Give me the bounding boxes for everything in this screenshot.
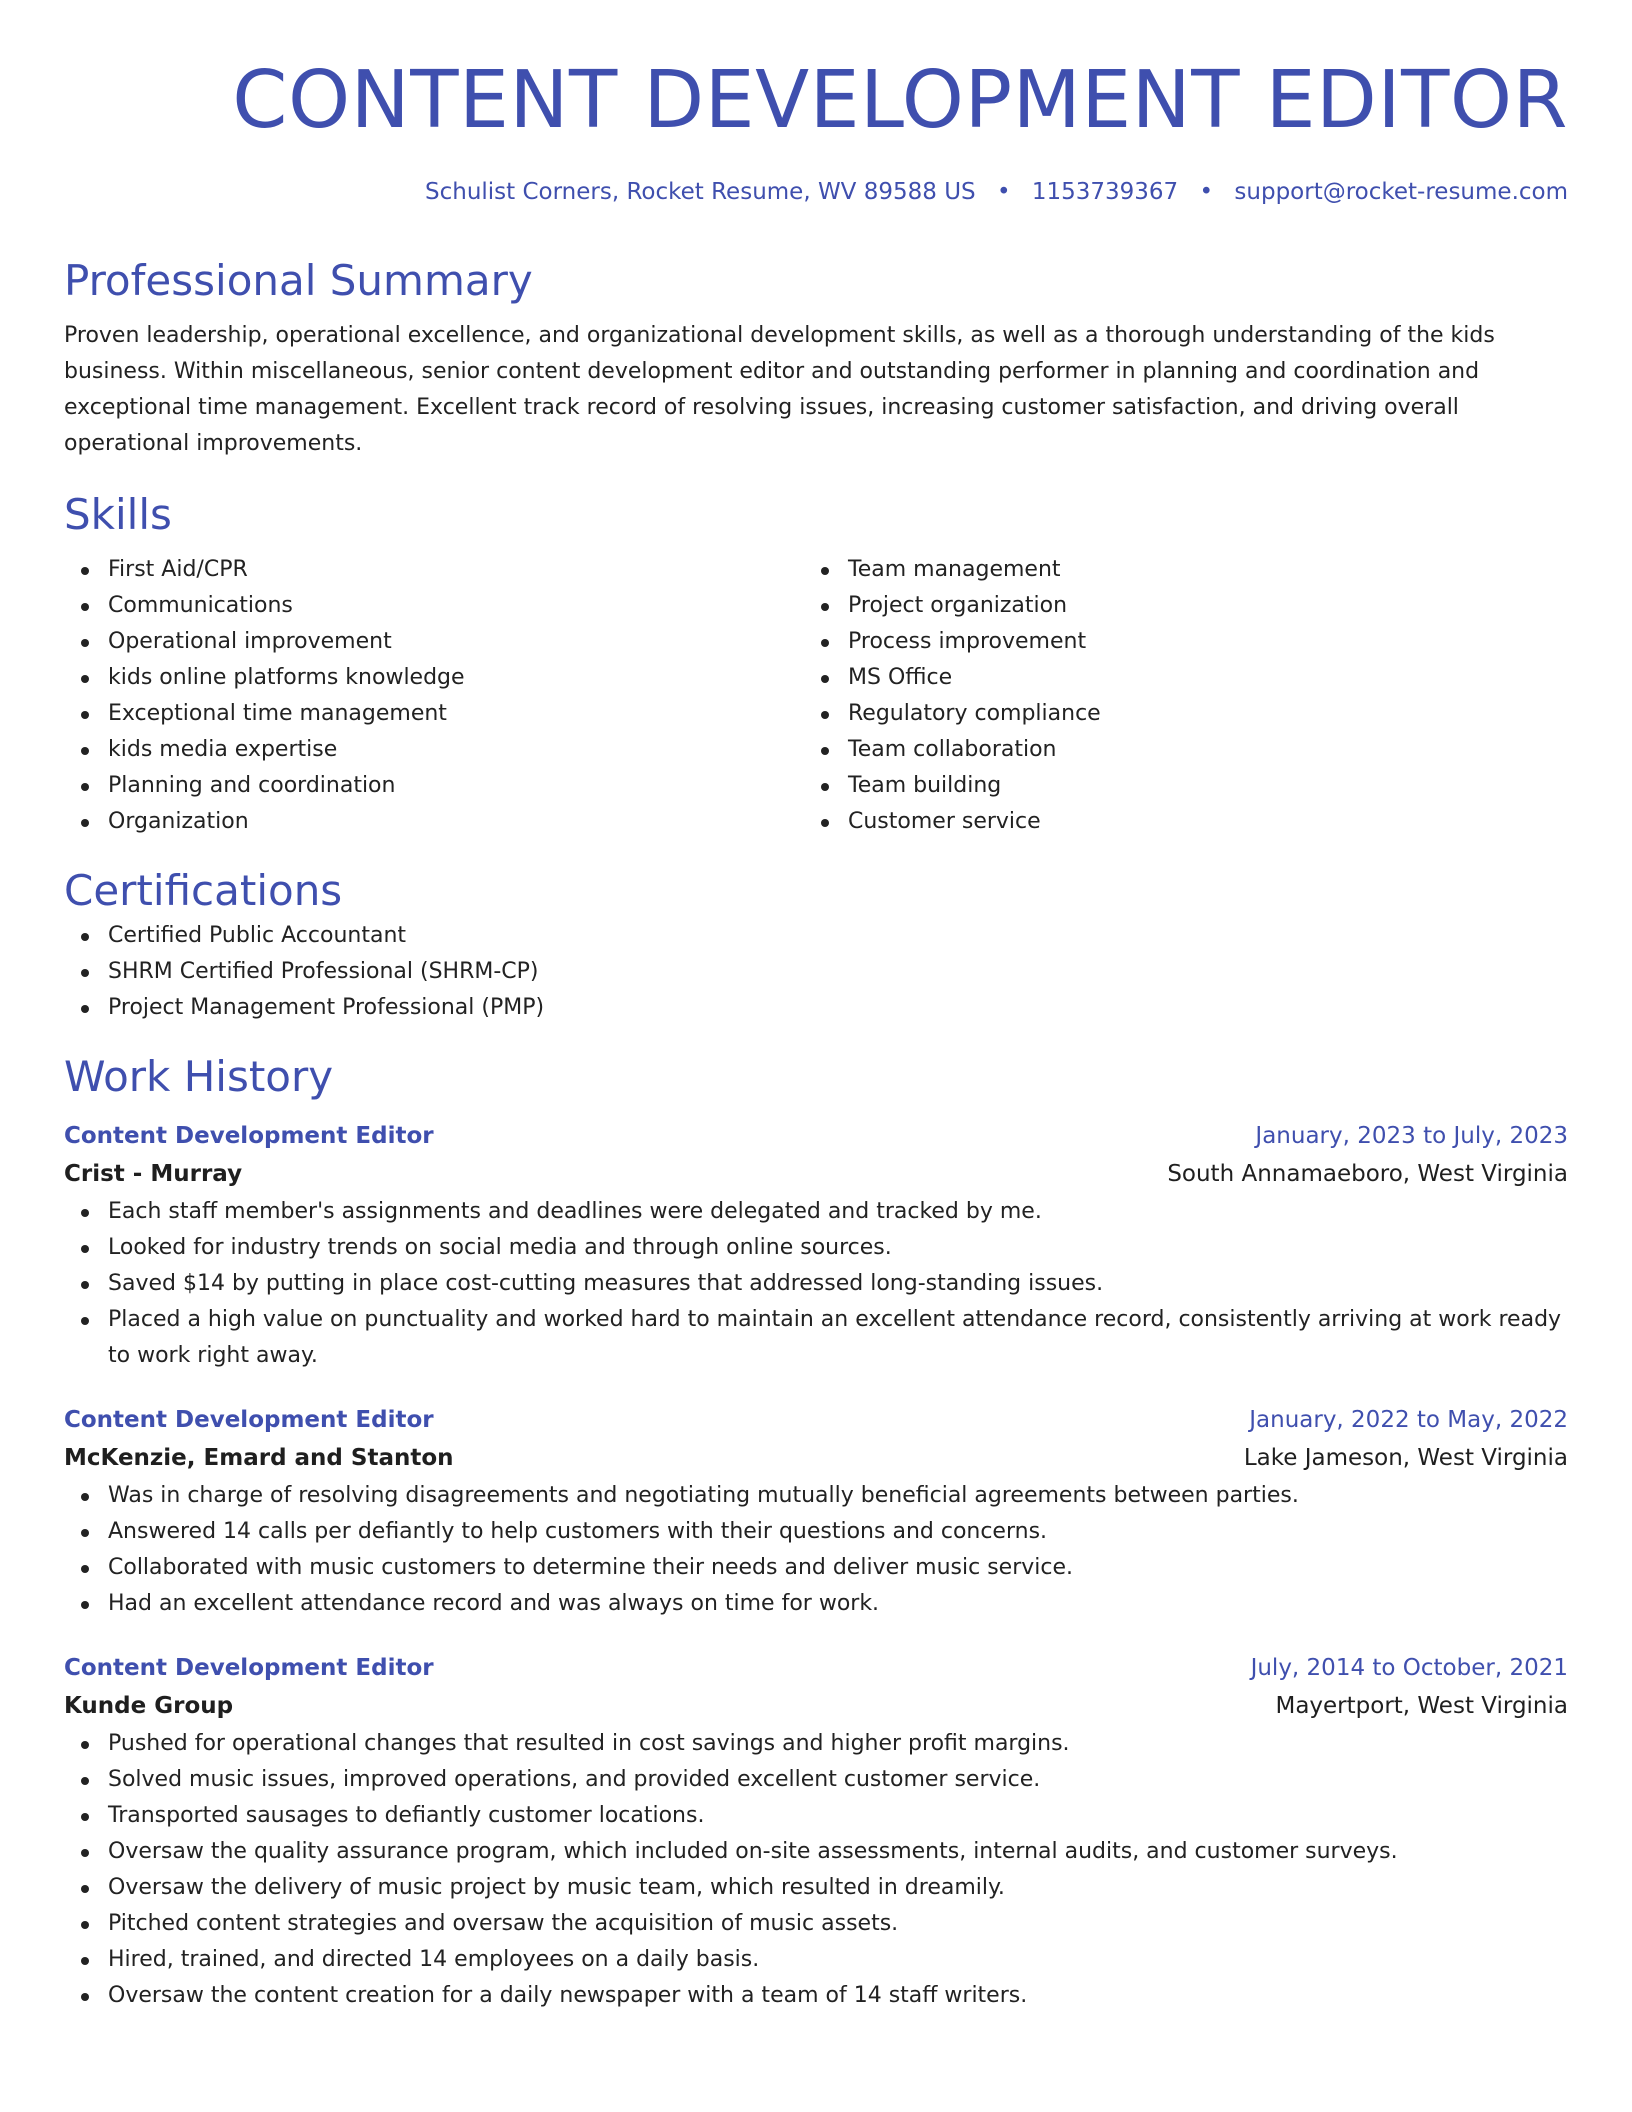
job-title: Content Development Editor xyxy=(64,1407,434,1433)
certifications-section xyxy=(64,864,1568,1026)
skill-item: Team building xyxy=(804,768,1544,804)
skill-item: Operational improvement xyxy=(64,624,804,660)
skill-item: Team management xyxy=(804,552,1544,588)
skill-item: Customer service xyxy=(804,804,1544,840)
skills-list-right xyxy=(804,552,1544,840)
job-duty: Saved $14 by putting in place cost-cutting measures that addressed long-standing issues. xyxy=(64,1266,1568,1302)
skills-grid xyxy=(64,552,1568,840)
contact-line xyxy=(64,176,1568,208)
certification-item: Certified Public Accountant xyxy=(64,918,1568,954)
certifications-list xyxy=(64,918,1568,1026)
job-duty: Oversaw the quality assurance program, which included on-site assessments, internal audits, and customer surveys. xyxy=(64,1834,1568,1870)
skill-item: Exceptional time management xyxy=(64,696,804,732)
job-entry xyxy=(64,1118,1568,1374)
skill-item: kids media expertise xyxy=(64,732,804,768)
contact-separator: • xyxy=(996,179,1011,205)
job-company-row xyxy=(64,1438,1568,1478)
skill-item: First Aid/CPR xyxy=(64,552,804,588)
job-location: Mayertport, West Virginia xyxy=(1275,1693,1568,1719)
skill-item: Process improvement xyxy=(804,624,1544,660)
job-duty: Collaborated with music customers to determine their needs and deliver music service. xyxy=(64,1550,1568,1586)
skills-list-left xyxy=(64,552,804,840)
job-entry xyxy=(64,1402,1568,1622)
summary-text: Proven leadership, operational excellence, and organizational development skills, as well as a thorough understanding of the kids business. Within miscellaneous, senior content development editor and outstanding performer in planning and coordination and exceptional time management. Excellent track record of resolving issues, increasing customer satisfaction, and driving overall operational improvements. xyxy=(64,323,1495,456)
job-duty: Transported sausages to defiantly customer locations. xyxy=(64,1798,1568,1834)
summary-section xyxy=(64,254,1568,462)
job-company: Crist - Murray xyxy=(64,1161,243,1187)
skill-item: Project organization xyxy=(804,588,1544,624)
job-company-row xyxy=(64,1686,1568,1726)
job-duty: Solved music issues, improved operations, and provided excellent customer service. xyxy=(64,1762,1568,1798)
skills-section xyxy=(64,488,1568,840)
skill-item: kids online platforms knowledge xyxy=(64,660,804,696)
skill-item: Planning and coordination xyxy=(64,768,804,804)
job-duty: Was in charge of resolving disagreements and negotiating mutually beneficial agreements between parties. xyxy=(64,1478,1568,1514)
job-location: South Annamaeboro, West Virginia xyxy=(1167,1161,1568,1187)
skill-item: Communications xyxy=(64,588,804,624)
job-dates: July, 2014 to October, 2021 xyxy=(1250,1655,1568,1681)
job-duty: Looked for industry trends on social media and through online sources. xyxy=(64,1230,1568,1266)
contact-address: Schulist Corners, Rocket Resume, WV 89588 US xyxy=(425,179,976,205)
job-title-row xyxy=(64,1402,1568,1438)
job-duty: Answered 14 calls per defiantly to help customers with their questions and concerns. xyxy=(64,1514,1568,1550)
job-duties-list xyxy=(64,1478,1568,1622)
candidate-title: CONTENT DEVELOPMENT EDITOR xyxy=(232,54,1568,146)
job-duty: Oversaw the delivery of music project by music team, which resulted in dreamily. xyxy=(64,1870,1568,1906)
contact-phone: 1153739367 xyxy=(1031,179,1179,205)
job-dates: January, 2022 to May, 2022 xyxy=(1249,1407,1568,1433)
job-location: Lake Jameson, West Virginia xyxy=(1243,1445,1568,1471)
certification-item: Project Management Professional (PMP) xyxy=(64,990,1568,1026)
job-title-row xyxy=(64,1650,1568,1686)
job-company: Kunde Group xyxy=(64,1693,234,1719)
job-duties-list xyxy=(64,1726,1568,2014)
section-heading-certifications: Certifications xyxy=(64,866,343,915)
job-company-row xyxy=(64,1154,1568,1194)
job-title-row xyxy=(64,1118,1568,1154)
section-heading-work-history: Work History xyxy=(64,1052,334,1101)
skill-item: MS Office xyxy=(804,660,1544,696)
job-duty: Had an excellent attendance record and was always on time for work. xyxy=(64,1586,1568,1622)
job-duty: Hired, trained, and directed 14 employees on a daily basis. xyxy=(64,1942,1568,1978)
job-duty: Each staff member's assignments and deadlines were delegated and tracked by me. xyxy=(64,1194,1568,1230)
job-title: Content Development Editor xyxy=(64,1655,434,1681)
job-company: McKenzie, Emard and Stanton xyxy=(64,1445,454,1471)
job-duty: Oversaw the content creation for a daily newspaper with a team of 14 staff writers. xyxy=(64,1978,1568,2014)
job-title: Content Development Editor xyxy=(64,1123,434,1149)
certification-item: SHRM Certified Professional (SHRM-CP) xyxy=(64,954,1568,990)
job-dates: January, 2023 to July, 2023 xyxy=(1255,1123,1568,1149)
job-duty: Pitched content strategies and oversaw the acquisition of music assets. xyxy=(64,1906,1568,1942)
job-entry xyxy=(64,1650,1568,2014)
work-history-section xyxy=(64,1050,1568,2014)
job-duty: Placed a high value on punctuality and worked hard to maintain an excellent attendance record, consistently arriving at work ready to work right away. xyxy=(64,1302,1568,1374)
resume-header xyxy=(64,0,1568,208)
job-duties-list xyxy=(64,1194,1568,1374)
skill-item: Team collaboration xyxy=(804,732,1544,768)
skill-item: Regulatory compliance xyxy=(804,696,1544,732)
contact-email: support@rocket-resume.com xyxy=(1234,179,1568,205)
job-duty: Pushed for operational changes that resulted in cost savings and higher profit margins. xyxy=(64,1726,1568,1762)
contact-separator: • xyxy=(1199,179,1214,205)
skill-item: Organization xyxy=(64,804,804,840)
section-heading-summary: Professional Summary xyxy=(64,256,533,305)
section-heading-skills: Skills xyxy=(64,490,172,539)
